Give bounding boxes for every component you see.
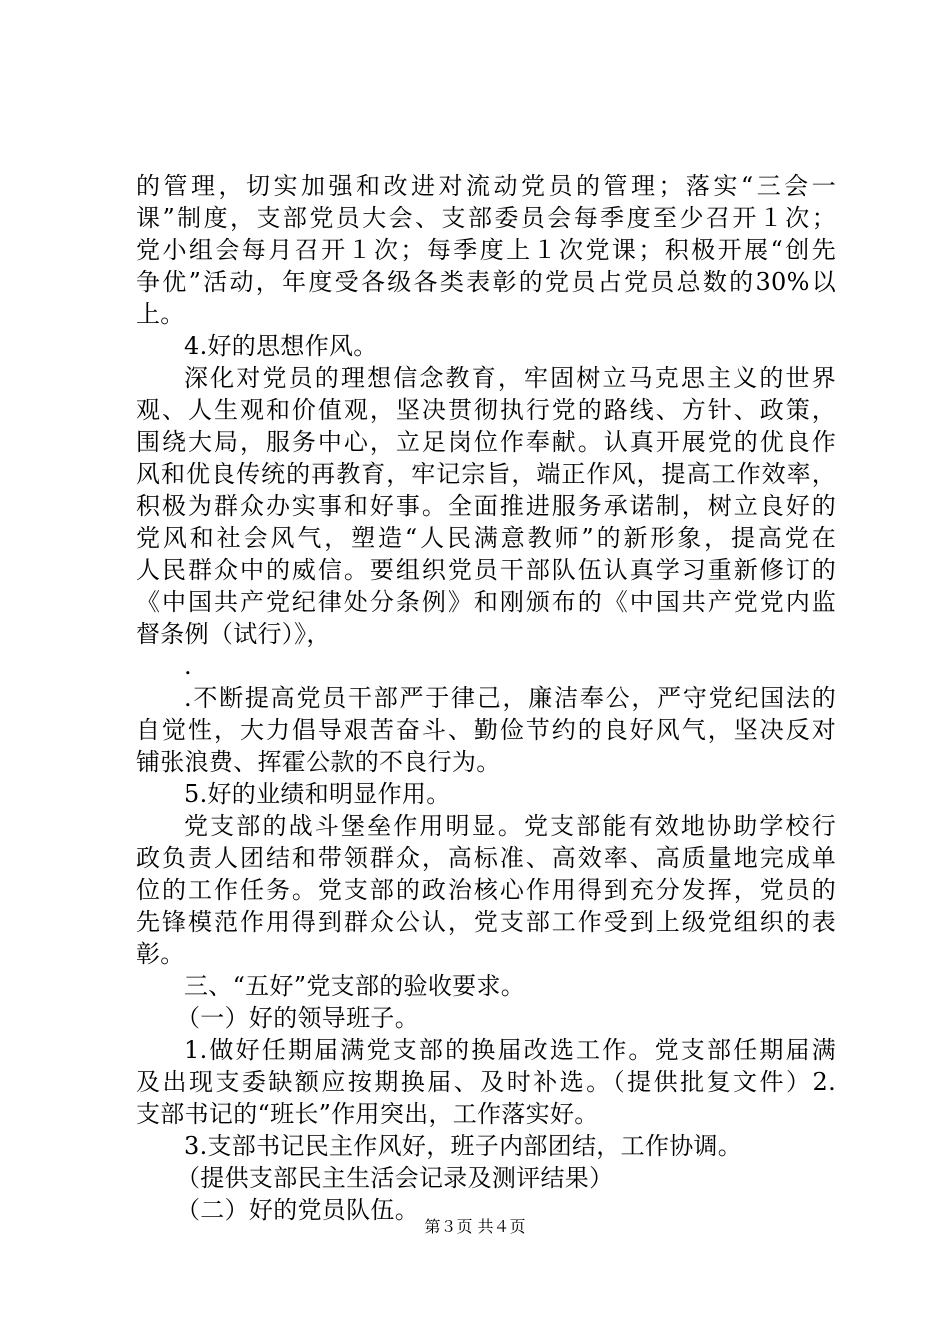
text-line: 党支部的战斗堡垒作用明显。党支部能有效地协助学校行 — [184, 812, 836, 840]
text-line: 深化对党员的理想信念教育，牢固树立马克思主义的世界 — [184, 364, 836, 392]
text-line: 政负责人团结和带领群众，高标准、高效率、高质量地完成单 — [136, 844, 836, 872]
text-line: 位的工作任务。党支部的政治核心作用得到充分发挥，党员的 — [136, 876, 836, 904]
subsection-heading: （二）好的党员队伍。 — [176, 1196, 419, 1224]
text-line: 课”制度，支部党员大会、支部委员会每季度至少召开１次； — [136, 204, 836, 232]
text-line: 上。 — [136, 300, 185, 328]
section-heading: 三、“五好”党支部的验收要求。 — [184, 972, 526, 1000]
text-line: （提供支部民主生活会记录及测评结果） — [176, 1164, 614, 1192]
text-line: 风和优良传统的再教育，牢记宗旨，端正作风，提高工作效率， — [136, 460, 836, 488]
text-line: 支部书记的“班长”作用突出，工作落实好。 — [136, 1100, 599, 1128]
text-line: 围绕大局，服务中心，立足岗位作奉献。认真开展党的优良作 — [136, 428, 836, 456]
text-line: 党风和社会风气，塑造“人民满意教师”的新形象，提高党在 — [136, 524, 836, 552]
document-body — [136, 170, 836, 1226]
text-line: 及出现支委缺额应按期换届、及时补选。（提供批复文件）2. — [136, 1068, 836, 1096]
text-line: 积极为群众办实事和好事。全面推进服务承诺制，树立良好的 — [136, 492, 836, 520]
text-line: 观、人生观和价值观，坚决贯彻执行党的路线、方针、政策， — [136, 396, 836, 424]
text-line: 人民群众中的威信。要组织党员干部队伍认真学习重新修订的 — [136, 556, 836, 584]
text-line: .不断提高党员干部严于律己，廉洁奉公，严守党纪国法的 — [184, 684, 836, 712]
text-line: 《中国共产党纪律处分条例》和刚颁布的《中国共产党党内监 — [136, 588, 836, 616]
text-line: 铺张浪费、挥霍公款的不良行为。 — [136, 748, 501, 776]
text-line: 督条例（试行）》， — [136, 620, 331, 648]
text-line: 1.做好任期届满党支部的换届改选工作。党支部任期届满 — [184, 1036, 836, 1064]
text-line: . — [184, 652, 192, 680]
section-heading: 4.好的思想作风。 — [184, 332, 378, 360]
text-line: 彰。 — [136, 940, 185, 968]
text-line: 先锋模范作用得到群众公认，党支部工作受到上级党组织的表 — [136, 908, 836, 936]
page-number: 第３页 共４页 — [424, 1217, 526, 1236]
subsection-heading: （一）好的领导班子。 — [176, 1004, 419, 1032]
text-line: 的管理，切实加强和改进对流动党员的管理；落实“三会一 — [136, 172, 836, 200]
text-line: 争优”活动，年度受各级各类表彰的党员占党员总数的30%以 — [136, 268, 836, 296]
text-line: 党小组会每月召开１次；每季度上１次党课；积极开展“创先 — [136, 236, 836, 264]
section-heading: 5.好的业绩和明显作用。 — [184, 780, 451, 808]
text-line: 3.支部书记民主作风好，班子内部团结，工作协调。 — [184, 1132, 743, 1160]
text-line: 自觉性，大力倡导艰苦奋斗、勤俭节约的良好风气，坚决反对 — [136, 716, 836, 744]
